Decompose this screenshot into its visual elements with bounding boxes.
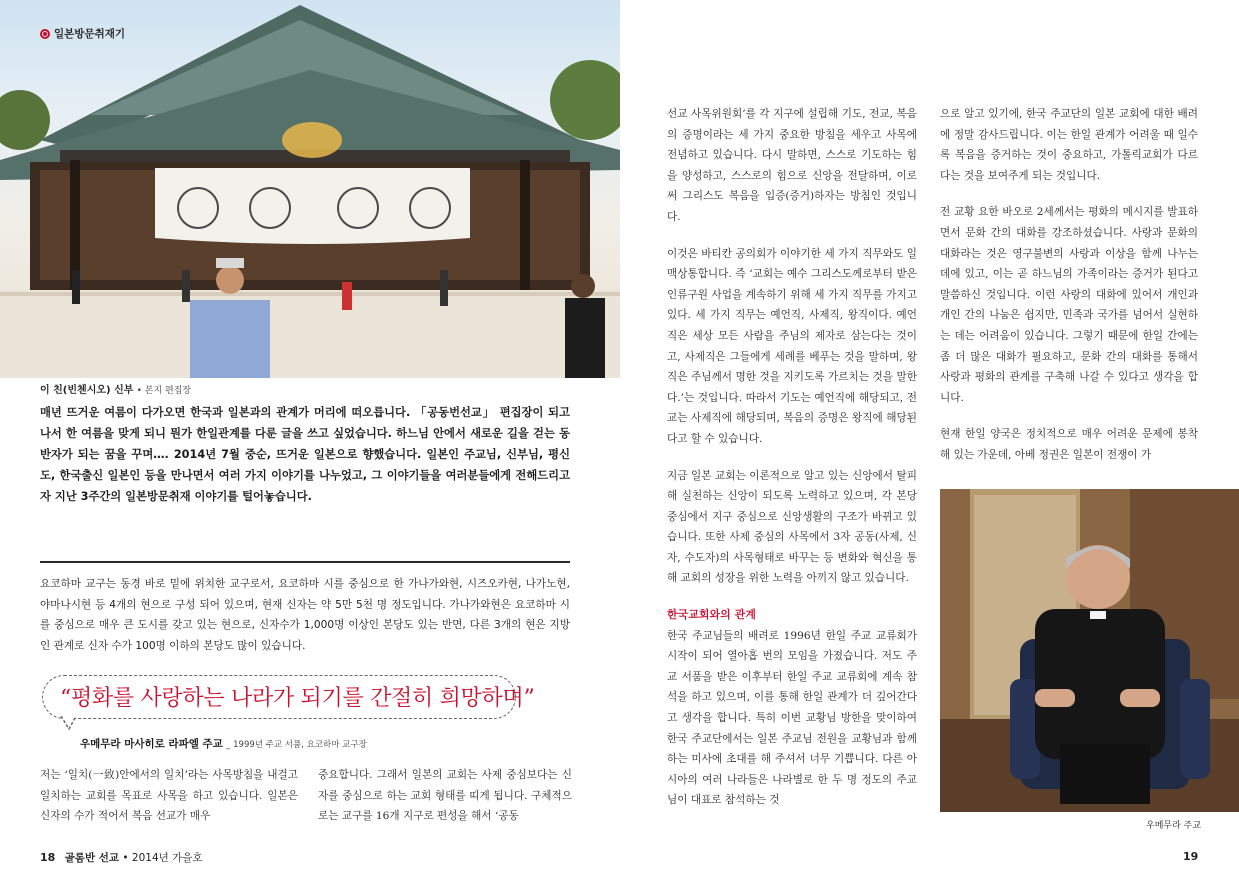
- shrine-photo: [0, 0, 620, 378]
- body-column-1: [40, 765, 298, 827]
- interviewee-detail: 1999년 주교 서품, 요코하마 교구장: [233, 740, 367, 750]
- issue-label: 2014년 가을호: [131, 852, 203, 864]
- body-paragraph: 중요합니다. 그래서 일본의 교회는 사제 중심보다는 신자를 중심으로 하는 교회 형태를 띠게 됩니다. 구체적으로는 교구를 16개 지구로 편성을 해서 ‘공동: [318, 769, 572, 823]
- body-paragraph: 저는 ‘일치(一致)안에서의 일치’라는 사목방침을 내걸고 일치하는 교회를 목표로 사목을 하고 있습니다. 일본은 신자의 수가 적어서 복음 선교가 매우: [40, 769, 298, 823]
- author-name: 이 친(빈첸시오) 신부: [40, 385, 134, 396]
- body-column-3: [667, 104, 917, 811]
- page-number-right: 19: [1183, 850, 1199, 863]
- body-paragraph: 으로 알고 있기에, 한국 주교단의 일본 교회에 대한 배려에 정말 감사드립니다. 이는 한일 관계가 어려울 때 일수록 복음을 증거하는 것이 중요하고, 가톨릭교회가 다르다는 것을 보여주게 되는 것입니다.: [940, 108, 1198, 182]
- body-paragraph: 전 교황 요한 바오로 2세께서는 평화의 메시지를 발표하면서 문화 간의 대화를 강조하셨습니다. 사랑과 문화의 대화라는 것은 영구불변의 사랑과 이상을 함께 나누는 데에 있고, 이는 곧 하느님의 가족이라는 증거가 된다고 말씀하신 것입니다. 이런 사랑의 대화에 있어서 개인과 개인 간의 나눔은 쉽지만, 민족과 국가를 넘어서 실현하는 데는 어려움이 있습니다. 그렇기 때문에 한일 간에는 좀 더 많은 대화가 필요하고, 문화 간의 대화를 통해서 사랑과 평화의 관계를 구축해 나갈 수 있다고 생각을 합니다.: [940, 206, 1198, 404]
- section-tag: [40, 26, 125, 41]
- body-paragraph: 한국 주교님들의 배려로 1996년 한일 주교 교류회가 시작이 되어 열아홉 번의 모임을 가졌습니다. 저도 주교 서품을 받은 이후부터 한일 주교 교류회에 계속 참석을 하고 있으며, 이를 통해 한일 관계가 더 깊어간다고 생각을 합니다. 특히 이번 교황님 방한을 맞이하여 한국 주교단에서는 일본 주교님 전원을 교황님과 함께 하는 미사에 초대를 해 주셔서 너무 기쁩니다. 다른 아시아의 여러 나라들은 나라별로 한 두 명 정도의 주교님이 대표로 참석하는 것: [667, 629, 917, 807]
- bishop-photo: [940, 489, 1239, 812]
- magazine-name: 골롬반 선교: [64, 852, 120, 864]
- bullet-icon: [40, 29, 50, 39]
- bishop-illustration: [940, 489, 1239, 812]
- photo-caption: 이 친(빈첸시오) 신부 • 본지 편집장: [40, 385, 192, 396]
- bishop-photo-caption: 우메무라 주교: [1146, 821, 1202, 831]
- section-tag-label: 일본방문취재기: [54, 28, 126, 40]
- body-paragraph: 현재 한일 양국은 정치적으로 매우 어려운 문제에 봉착해 있는 가운데, 아베 정권은 일본이 전쟁이 가: [940, 428, 1198, 461]
- diocese-paragraph: 요코하마 교구는 동경 바로 밑에 위치한 교구로서, 요코하마 시를 중심으로 한 가나가와현, 시즈오카현, 나가노현, 야마나시현 등 4개의 현으로 구성 되어 있으며, 현재 신자는 약 5만 5천 명 정도입니다. 가나가와현은 요코하마 시를 중심으로 매우 큰 도시를 갖고 있는 현으로, 신자수가 1,000명 이상인 본당도 있는 반면, 다른 3개의 현은 지방인 관계로 신자 수가 100명 이하의 본당도 많이 있습니다.: [40, 578, 570, 652]
- body-column-2: [318, 765, 572, 827]
- shrine-illustration: [0, 0, 620, 378]
- footer-left: 18 골롬반 선교 • 2014년 가을호: [40, 851, 203, 864]
- body-paragraph: 선교 사목위원회’를 각 지구에 설립해 기도, 전교, 복음의 증명이라는 세 가지 중요한 방침을 세우고 사목에 전념하고 있습니다. 다시 말하면, 스스로 기도하는 힘을 양성하고, 스스로의 힘으로 신앙을 전달하며, 이로써 그리스도 복음을 입증(증거)하자는 방침인 것입니다.: [667, 108, 917, 223]
- author-role: 본지 편집장: [144, 386, 192, 396]
- pull-quote: “평화를 사랑하는 나라가 되기를 간절히 희망하며”: [60, 686, 535, 711]
- body-paragraph: 지금 일본 교회는 이론적으로 알고 있는 신앙에서 탈피해 실천하는 신앙이 되도록 노력하고 있으며, 각 본당 중심에서 지구 중심으로 신앙생활의 구조가 바뀌고 있습니다. 또한 사제 중심의 사목에서 3자 공동(사제, 신자, 수도자)의 사목형태로 바꾸는 등 변화와 혁신을 통해 교회의 성장을 위한 노력을 아끼지 않고 있습니다.: [667, 469, 917, 585]
- body-paragraph: 이것은 바티칸 공의회가 이야기한 세 가지 직무와도 일맥상통합니다. 즉 ‘교회는 예수 그리스도께로부터 받은 인류구원 사업을 계속하기 위해 세 가지 직무를 가지고 있다. 세 가지 직무는 예언직, 사제직, 왕직이다. 예언직은 세상 모든 사람을 주님의 제자로 삼는다는 것이고, 사제직은 그들에게 세례를 베푸는 것을 말하며, 왕직은 주님께서 명한 것을 지키도록 가르치는 것을 말한다.’는 것입니다. 따라서 기도는 예언직에 해당되고, 전교는 사제직에 해당되며, 복음의 증명은 왕직에 해당된다고 할 수 있습니다.: [667, 247, 917, 445]
- page-number-left: 18: [40, 851, 56, 864]
- quote-tail-icon: [60, 716, 78, 730]
- intro-paragraph: 매년 뜨거운 여름이 다가오면 한국과 일본과의 관계가 머리에 떠오릅니다. 「공동번선교」 편집장이 되고 나서 한 여름을 맞게 되니 뭔가 한일관계를 다룬 글을 쓰고 싶었습니다. 하느님 안에서 새로운 길을 걷는 동반자가 되는 꿈을 꾸며…. 2014년 7월 중순, 뜨거운 일본으로 향했습니다. 일본인 주교님, 신부님, 평신도, 한국출신 일본인 등을 만나면서 여러 가지 이야기를 나누었고, 그 이야기들을 여러분들에게 전해드리고자 지난 3주간의 일본방문취재 이야기를 털어놓습니다.: [40, 406, 570, 503]
- body-column-4: [940, 104, 1198, 466]
- section-divider: [40, 561, 570, 563]
- interviewee-byline: 우메무라 마사히로 라파엘 주교 _ 1999년 주교 서품, 요코하마 교구장: [80, 738, 367, 750]
- subheading: 한국교회와의 관계: [667, 608, 756, 622]
- interviewee-name: 우메무라 마사히로 라파엘 주교: [80, 738, 223, 750]
